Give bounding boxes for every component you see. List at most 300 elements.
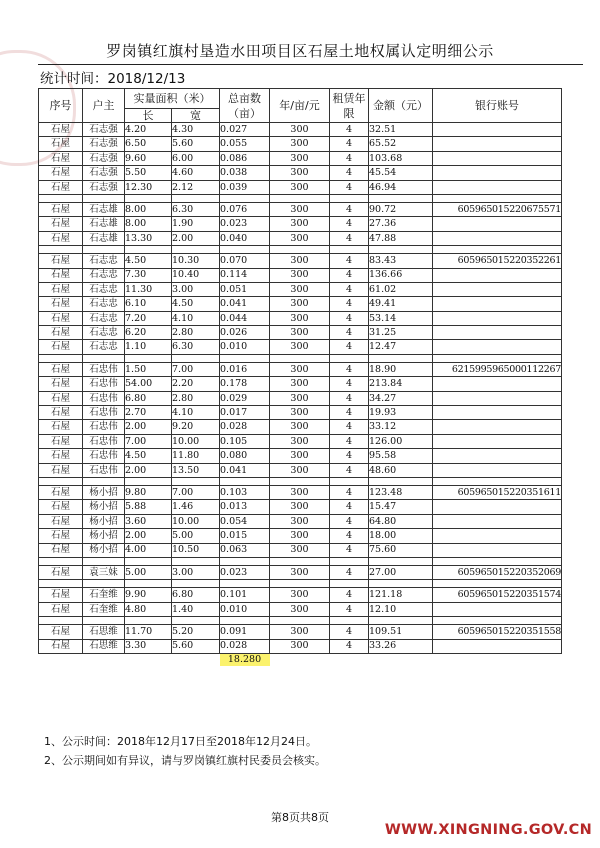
cell-type: 石屋 bbox=[39, 362, 83, 376]
cell-amount: 213.84 bbox=[369, 377, 433, 391]
cell-years: 4 bbox=[330, 311, 369, 325]
cell-type: 石屋 bbox=[39, 282, 83, 296]
cell-length: 2.00 bbox=[125, 420, 172, 434]
separator-cell bbox=[270, 194, 330, 202]
cell-owner: 石奎维 bbox=[83, 588, 125, 602]
separator-cell bbox=[125, 580, 172, 588]
cell-amount: 46.94 bbox=[369, 180, 433, 194]
separator-cell bbox=[433, 580, 562, 588]
cell-total-mu: 0.086 bbox=[220, 151, 270, 165]
table-row bbox=[39, 625, 562, 639]
separator-cell bbox=[433, 617, 562, 625]
cell-amount: 123.48 bbox=[369, 485, 433, 499]
separator-cell bbox=[433, 477, 562, 485]
cell-length: 11.70 bbox=[125, 625, 172, 639]
cell-owner: 石思维 bbox=[83, 625, 125, 639]
cell-length: 7.30 bbox=[125, 268, 172, 282]
separator-cell bbox=[83, 354, 125, 362]
cell-owner: 石忠伟 bbox=[83, 463, 125, 477]
separator-cell bbox=[83, 477, 125, 485]
cell-account bbox=[433, 268, 562, 282]
separator-cell bbox=[83, 580, 125, 588]
cell-rent: 300 bbox=[270, 588, 330, 602]
cell-width: 5.00 bbox=[172, 529, 220, 543]
cell-type: 石屋 bbox=[39, 202, 83, 216]
separator-cell bbox=[270, 617, 330, 625]
cell-rent: 300 bbox=[270, 529, 330, 543]
cell-width: 13.50 bbox=[172, 463, 220, 477]
separator-cell bbox=[369, 617, 433, 625]
table-row bbox=[39, 565, 562, 579]
separator-cell bbox=[220, 617, 270, 625]
cell-amount: 121.18 bbox=[369, 588, 433, 602]
cell-amount: 33.12 bbox=[369, 420, 433, 434]
cell-type: 石屋 bbox=[39, 420, 83, 434]
cell-total-mu: 0.026 bbox=[220, 326, 270, 340]
cell-owner: 石思维 bbox=[83, 639, 125, 653]
separator-cell bbox=[125, 617, 172, 625]
cell-length: 4.80 bbox=[125, 602, 172, 616]
cell-rent: 300 bbox=[270, 326, 330, 340]
cell-owner: 杨小招 bbox=[83, 485, 125, 499]
cell-account: 605965015220351574 bbox=[433, 588, 562, 602]
separator-cell bbox=[433, 194, 562, 202]
cell-length: 4.50 bbox=[125, 449, 172, 463]
table-row bbox=[39, 514, 562, 528]
table-row bbox=[39, 485, 562, 499]
cell-rent: 300 bbox=[270, 268, 330, 282]
cell-amount: 53.14 bbox=[369, 311, 433, 325]
cell-total-mu: 0.080 bbox=[220, 449, 270, 463]
cell-width: 1.46 bbox=[172, 500, 220, 514]
cell-rent: 300 bbox=[270, 202, 330, 216]
cell-amount: 19.93 bbox=[369, 406, 433, 420]
cell-type: 石屋 bbox=[39, 231, 83, 245]
total-row-blank bbox=[172, 653, 220, 666]
total-mu: 18.280 bbox=[220, 653, 270, 666]
cell-years: 4 bbox=[330, 202, 369, 216]
separator-cell bbox=[330, 580, 369, 588]
cell-amount: 64.80 bbox=[369, 514, 433, 528]
cell-total-mu: 0.038 bbox=[220, 166, 270, 180]
separator-cell bbox=[369, 580, 433, 588]
separator-cell bbox=[39, 354, 83, 362]
cell-length: 8.00 bbox=[125, 217, 172, 231]
cell-years: 4 bbox=[330, 123, 369, 137]
cell-owner: 杨小招 bbox=[83, 514, 125, 528]
cell-length: 2.00 bbox=[125, 529, 172, 543]
group-separator-row bbox=[39, 354, 562, 362]
cell-amount: 31.25 bbox=[369, 326, 433, 340]
separator-cell bbox=[270, 354, 330, 362]
cell-total-mu: 0.070 bbox=[220, 254, 270, 268]
page-title: 罗岗镇红旗村垦造水田项目区石屋土地权属认定明细公示 bbox=[106, 42, 494, 60]
total-row-blank bbox=[39, 653, 83, 666]
cell-amount: 27.00 bbox=[369, 565, 433, 579]
cell-rent: 300 bbox=[270, 254, 330, 268]
cell-amount: 103.68 bbox=[369, 151, 433, 165]
table-row bbox=[39, 406, 562, 420]
table-row bbox=[39, 420, 562, 434]
cell-owner: 杨小招 bbox=[83, 529, 125, 543]
cell-length: 1.50 bbox=[125, 362, 172, 376]
separator-cell bbox=[433, 557, 562, 565]
cell-type: 石屋 bbox=[39, 639, 83, 653]
note-1: 1、公示时间：2018年12月17日至2018年12月24日。 bbox=[44, 735, 317, 748]
site-watermark: WWW.XINGNING.GOV.CN bbox=[384, 822, 592, 838]
cell-amount: 18.00 bbox=[369, 529, 433, 543]
separator-cell bbox=[220, 194, 270, 202]
cell-owner: 石忠伟 bbox=[83, 449, 125, 463]
separator-cell bbox=[220, 557, 270, 565]
cell-type: 石屋 bbox=[39, 463, 83, 477]
cell-amount: 49.41 bbox=[369, 297, 433, 311]
cell-account bbox=[433, 406, 562, 420]
separator-cell bbox=[39, 477, 83, 485]
cell-account bbox=[433, 639, 562, 653]
cell-length: 6.80 bbox=[125, 391, 172, 405]
separator-cell bbox=[125, 557, 172, 565]
table-row bbox=[39, 391, 562, 405]
cell-years: 4 bbox=[330, 268, 369, 282]
cell-rent: 300 bbox=[270, 485, 330, 499]
cell-account bbox=[433, 217, 562, 231]
cell-rent: 300 bbox=[270, 311, 330, 325]
table-row bbox=[39, 463, 562, 477]
separator-cell bbox=[369, 194, 433, 202]
table-row bbox=[39, 180, 562, 194]
cell-years: 4 bbox=[330, 391, 369, 405]
cell-years: 4 bbox=[330, 463, 369, 477]
cell-owner: 石忠伟 bbox=[83, 391, 125, 405]
cell-account bbox=[433, 137, 562, 151]
cell-width: 2.12 bbox=[172, 180, 220, 194]
cell-amount: 61.02 bbox=[369, 282, 433, 296]
table-row bbox=[39, 202, 562, 216]
page-number: 第8页共8页 bbox=[271, 811, 329, 824]
cell-length: 11.30 bbox=[125, 282, 172, 296]
cell-type: 石屋 bbox=[39, 514, 83, 528]
cell-total-mu: 0.103 bbox=[220, 485, 270, 499]
header-length: 长 bbox=[125, 109, 172, 123]
cell-width: 4.10 bbox=[172, 311, 220, 325]
cell-width: 6.00 bbox=[172, 151, 220, 165]
cell-width: 11.80 bbox=[172, 449, 220, 463]
cell-width: 2.80 bbox=[172, 391, 220, 405]
separator-cell bbox=[125, 194, 172, 202]
cell-years: 4 bbox=[330, 137, 369, 151]
cell-account bbox=[433, 449, 562, 463]
stat-time: 统计时间：2018/12/13 bbox=[40, 71, 186, 87]
cell-type: 石屋 bbox=[39, 311, 83, 325]
cell-total-mu: 0.039 bbox=[220, 180, 270, 194]
cell-width: 2.80 bbox=[172, 326, 220, 340]
cell-length: 54.00 bbox=[125, 377, 172, 391]
cell-length: 5.88 bbox=[125, 500, 172, 514]
cell-amount: 47.88 bbox=[369, 231, 433, 245]
separator-cell bbox=[220, 477, 270, 485]
total-row bbox=[39, 653, 562, 666]
cell-rent: 300 bbox=[270, 297, 330, 311]
cell-width: 4.30 bbox=[172, 123, 220, 137]
cell-years: 4 bbox=[330, 602, 369, 616]
separator-cell bbox=[330, 354, 369, 362]
cell-amount: 65.52 bbox=[369, 137, 433, 151]
detail-table bbox=[38, 88, 562, 666]
cell-total-mu: 0.041 bbox=[220, 297, 270, 311]
cell-years: 4 bbox=[330, 377, 369, 391]
cell-length: 6.20 bbox=[125, 326, 172, 340]
header-rent: 年/亩/元 bbox=[270, 89, 330, 123]
cell-owner: 石志强 bbox=[83, 123, 125, 137]
cell-account: 605965015220351611 bbox=[433, 485, 562, 499]
cell-total-mu: 0.028 bbox=[220, 420, 270, 434]
cell-total-mu: 0.114 bbox=[220, 268, 270, 282]
separator-cell bbox=[270, 477, 330, 485]
cell-total-mu: 0.027 bbox=[220, 123, 270, 137]
cell-total-mu: 0.010 bbox=[220, 602, 270, 616]
cell-years: 4 bbox=[330, 297, 369, 311]
cell-total-mu: 0.051 bbox=[220, 282, 270, 296]
cell-total-mu: 0.015 bbox=[220, 529, 270, 543]
cell-account: 605965015220675571 bbox=[433, 202, 562, 216]
cell-type: 石屋 bbox=[39, 588, 83, 602]
cell-years: 4 bbox=[330, 625, 369, 639]
cell-total-mu: 0.029 bbox=[220, 391, 270, 405]
separator-cell bbox=[220, 246, 270, 254]
cell-width: 2.20 bbox=[172, 377, 220, 391]
table-row bbox=[39, 377, 562, 391]
separator-cell bbox=[39, 557, 83, 565]
cell-type: 石屋 bbox=[39, 529, 83, 543]
cell-amount: 45.54 bbox=[369, 166, 433, 180]
cell-type: 石屋 bbox=[39, 217, 83, 231]
cell-length: 9.80 bbox=[125, 485, 172, 499]
cell-length: 4.50 bbox=[125, 254, 172, 268]
cell-years: 4 bbox=[330, 485, 369, 499]
cell-owner: 石志强 bbox=[83, 151, 125, 165]
cell-length: 6.50 bbox=[125, 137, 172, 151]
cell-length: 3.60 bbox=[125, 514, 172, 528]
separator-cell bbox=[270, 580, 330, 588]
table-row bbox=[39, 340, 562, 354]
separator-cell bbox=[270, 246, 330, 254]
cell-rent: 300 bbox=[270, 602, 330, 616]
cell-length: 9.60 bbox=[125, 151, 172, 165]
cell-length: 7.00 bbox=[125, 434, 172, 448]
cell-type: 石屋 bbox=[39, 254, 83, 268]
cell-amount: 136.66 bbox=[369, 268, 433, 282]
cell-owner: 石忠伟 bbox=[83, 434, 125, 448]
cell-account bbox=[433, 151, 562, 165]
cell-width: 6.30 bbox=[172, 340, 220, 354]
cell-length: 3.30 bbox=[125, 639, 172, 653]
group-separator-row bbox=[39, 557, 562, 565]
cell-amount: 18.90 bbox=[369, 362, 433, 376]
cell-account bbox=[433, 463, 562, 477]
cell-owner: 石志强 bbox=[83, 166, 125, 180]
cell-total-mu: 0.040 bbox=[220, 231, 270, 245]
table-row bbox=[39, 282, 562, 296]
cell-length: 8.00 bbox=[125, 202, 172, 216]
cell-type: 石屋 bbox=[39, 485, 83, 499]
separator-cell bbox=[330, 477, 369, 485]
header-seq: 序号 bbox=[39, 89, 83, 123]
cell-total-mu: 0.041 bbox=[220, 463, 270, 477]
cell-rent: 300 bbox=[270, 151, 330, 165]
cell-total-mu: 0.101 bbox=[220, 588, 270, 602]
total-row-blank bbox=[83, 653, 125, 666]
cell-amount: 34.27 bbox=[369, 391, 433, 405]
cell-rent: 300 bbox=[270, 449, 330, 463]
cell-owner: 石忠伟 bbox=[83, 377, 125, 391]
cell-owner: 石志忠 bbox=[83, 340, 125, 354]
cell-years: 4 bbox=[330, 529, 369, 543]
cell-amount: 12.47 bbox=[369, 340, 433, 354]
cell-total-mu: 0.063 bbox=[220, 543, 270, 557]
cell-years: 4 bbox=[330, 406, 369, 420]
cell-rent: 300 bbox=[270, 340, 330, 354]
cell-rent: 300 bbox=[270, 377, 330, 391]
cell-width: 4.50 bbox=[172, 297, 220, 311]
cell-length: 9.90 bbox=[125, 588, 172, 602]
table-row bbox=[39, 137, 562, 151]
cell-rent: 300 bbox=[270, 625, 330, 639]
cell-rent: 300 bbox=[270, 639, 330, 653]
table-row bbox=[39, 151, 562, 165]
cell-account bbox=[433, 377, 562, 391]
group-separator-row bbox=[39, 617, 562, 625]
cell-account bbox=[433, 340, 562, 354]
cell-total-mu: 0.105 bbox=[220, 434, 270, 448]
total-row-blank bbox=[125, 653, 172, 666]
cell-rent: 300 bbox=[270, 406, 330, 420]
cell-years: 4 bbox=[330, 449, 369, 463]
cell-total-mu: 0.028 bbox=[220, 639, 270, 653]
separator-cell bbox=[172, 246, 220, 254]
cell-years: 4 bbox=[330, 217, 369, 231]
cell-type: 石屋 bbox=[39, 326, 83, 340]
separator-cell bbox=[330, 246, 369, 254]
cell-width: 6.30 bbox=[172, 202, 220, 216]
cell-years: 4 bbox=[330, 514, 369, 528]
cell-type: 石屋 bbox=[39, 297, 83, 311]
cell-type: 石屋 bbox=[39, 377, 83, 391]
table-row bbox=[39, 268, 562, 282]
cell-type: 石屋 bbox=[39, 543, 83, 557]
cell-width: 3.00 bbox=[172, 565, 220, 579]
cell-owner: 石志雄 bbox=[83, 217, 125, 231]
total-row-blank bbox=[330, 653, 369, 666]
cell-owner: 石志忠 bbox=[83, 268, 125, 282]
table-row bbox=[39, 123, 562, 137]
cell-account bbox=[433, 282, 562, 296]
header-owner: 户主 bbox=[83, 89, 125, 123]
cell-account bbox=[433, 231, 562, 245]
separator-cell bbox=[220, 354, 270, 362]
cell-total-mu: 0.017 bbox=[220, 406, 270, 420]
table-row bbox=[39, 217, 562, 231]
cell-amount: 75.60 bbox=[369, 543, 433, 557]
cell-width: 1.40 bbox=[172, 602, 220, 616]
table-row bbox=[39, 588, 562, 602]
cell-rent: 300 bbox=[270, 514, 330, 528]
separator-cell bbox=[433, 354, 562, 362]
cell-rent: 300 bbox=[270, 166, 330, 180]
separator-cell bbox=[125, 246, 172, 254]
table-row bbox=[39, 602, 562, 616]
cell-width: 1.90 bbox=[172, 217, 220, 231]
table-row bbox=[39, 326, 562, 340]
cell-owner: 石志忠 bbox=[83, 326, 125, 340]
cell-type: 石屋 bbox=[39, 406, 83, 420]
cell-owner: 石志忠 bbox=[83, 254, 125, 268]
separator-cell bbox=[220, 580, 270, 588]
table-row bbox=[39, 543, 562, 557]
cell-amount: 90.72 bbox=[369, 202, 433, 216]
cell-length: 12.30 bbox=[125, 180, 172, 194]
table-row bbox=[39, 362, 562, 376]
cell-owner: 石志雄 bbox=[83, 202, 125, 216]
cell-amount: 15.47 bbox=[369, 500, 433, 514]
cell-years: 4 bbox=[330, 166, 369, 180]
cell-total-mu: 0.016 bbox=[220, 362, 270, 376]
cell-account: 6215995965000112267 bbox=[433, 362, 562, 376]
cell-years: 4 bbox=[330, 254, 369, 268]
separator-cell bbox=[125, 354, 172, 362]
table-row bbox=[39, 500, 562, 514]
cell-account bbox=[433, 297, 562, 311]
cell-type: 石屋 bbox=[39, 602, 83, 616]
cell-width: 3.00 bbox=[172, 282, 220, 296]
table-row bbox=[39, 311, 562, 325]
cell-years: 4 bbox=[330, 282, 369, 296]
cell-rent: 300 bbox=[270, 362, 330, 376]
cell-amount: 48.60 bbox=[369, 463, 433, 477]
cell-type: 石屋 bbox=[39, 391, 83, 405]
table-row bbox=[39, 254, 562, 268]
cell-account bbox=[433, 123, 562, 137]
cell-rent: 300 bbox=[270, 543, 330, 557]
cell-length: 2.00 bbox=[125, 463, 172, 477]
cell-account bbox=[433, 326, 562, 340]
cell-total-mu: 0.023 bbox=[220, 565, 270, 579]
cell-length: 4.20 bbox=[125, 123, 172, 137]
cell-rent: 300 bbox=[270, 137, 330, 151]
cell-width: 10.00 bbox=[172, 434, 220, 448]
cell-years: 4 bbox=[330, 362, 369, 376]
cell-amount: 109.51 bbox=[369, 625, 433, 639]
cell-owner: 杨小招 bbox=[83, 543, 125, 557]
cell-account bbox=[433, 180, 562, 194]
cell-owner: 袁三妹 bbox=[83, 565, 125, 579]
cell-rent: 300 bbox=[270, 282, 330, 296]
cell-amount: 32.51 bbox=[369, 123, 433, 137]
cell-rent: 300 bbox=[270, 231, 330, 245]
cell-total-mu: 0.054 bbox=[220, 514, 270, 528]
separator-cell bbox=[125, 477, 172, 485]
separator-cell bbox=[39, 617, 83, 625]
cell-owner: 石志忠 bbox=[83, 282, 125, 296]
cell-type: 石屋 bbox=[39, 565, 83, 579]
cell-width: 4.60 bbox=[172, 166, 220, 180]
cell-rent: 300 bbox=[270, 565, 330, 579]
cell-account: 605965015220352069 bbox=[433, 565, 562, 579]
group-separator-row bbox=[39, 477, 562, 485]
cell-account bbox=[433, 602, 562, 616]
cell-length: 5.50 bbox=[125, 166, 172, 180]
cell-owner: 石志强 bbox=[83, 137, 125, 151]
